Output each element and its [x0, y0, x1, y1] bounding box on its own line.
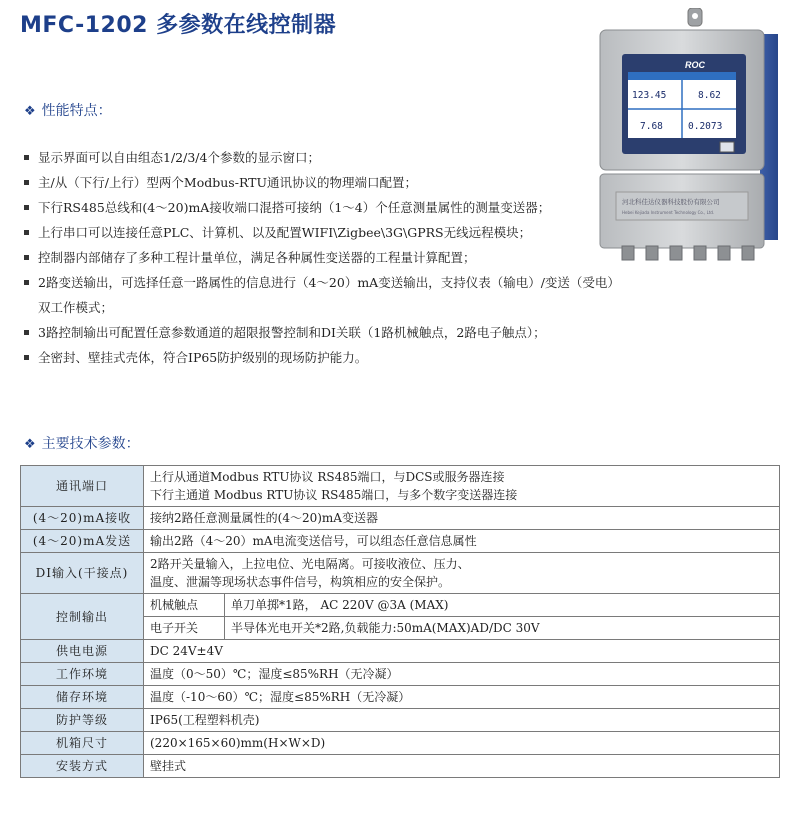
screen-value-4: 0.2073 — [688, 121, 723, 132]
device-key-button — [720, 142, 734, 152]
spec-value: 半导体光电开关*2路,负载能力:50mA(MAX)AD/DC 30V — [225, 617, 780, 640]
nameplate-line1: 河北科佳达仪器科技股份有限公司 — [622, 198, 720, 206]
feature-item: 2路变送输出，可选择任意一路属性的信息进行（4～20）mA变送输出，支持仪表（输电）/变送（受电）双工作模式； — [22, 270, 622, 320]
feature-item: 下行RS485总线和(4～20)mA接收端口混搭可接纳（1～4）个任意测量属性的测量变送器； — [22, 195, 622, 220]
table-row — [21, 553, 780, 594]
spec-label: 防护等级 — [21, 709, 144, 732]
spec-value: 上行从通道Modbus RTU协议 RS485端口，与DCS或服务器连接 下行主通道 Modbus RTU协议 RS485端口，与多个数字变送器连接 — [144, 466, 780, 507]
screen-value-1: 123.45 — [632, 90, 667, 101]
page-title: MFC-1202 多参数在线控制器 — [20, 13, 337, 38]
features-heading: ❖ 性能特点： — [24, 103, 112, 119]
spec-sublabel: 机械触点 — [144, 594, 225, 617]
spec-label: DI输入(干接点) — [21, 553, 144, 594]
spec-label: (4～20)mA发送 — [21, 530, 144, 553]
spec-value: 温度（0～50）℃；湿度≤85%RH（无冷凝） — [144, 663, 780, 686]
nameplate-line2: Hebei Kejiada Instrument Technology Co., Ltd. — [622, 210, 715, 215]
table-row — [21, 594, 780, 617]
table-row — [21, 507, 780, 530]
feature-item: 全密封、壁挂式壳体，符合IP65防护级别的现场防护能力。 — [22, 345, 622, 370]
spec-label: 控制输出 — [21, 594, 144, 640]
table-row — [21, 466, 780, 507]
spec-label: 工作环境 — [21, 663, 144, 686]
spec-value: 输出2路（4～20）mA电流变送信号，可以组态任意信息属性 — [144, 530, 780, 553]
table-row — [21, 686, 780, 709]
screen-value-3: 7.68 — [640, 121, 663, 132]
spec-value: 2路开关量输入，上拉电位、光电隔离。可接收液位、压力、 温度、泄漏等现场状态事件信号，构筑相应的安全保护。 — [144, 553, 780, 594]
feature-item: 主/从（下行/上行）型两个Modbus-RTU通讯协议的物理端口配置； — [22, 170, 622, 195]
spec-label: 供电电源 — [21, 640, 144, 663]
spec-label: 储存环境 — [21, 686, 144, 709]
spec-label: (4～20)mA接收 — [21, 507, 144, 530]
spec-label: 通讯端口 — [21, 466, 144, 507]
table-row — [21, 640, 780, 663]
spec-label: 安装方式 — [21, 755, 144, 778]
spec-sublabel: 电子开关 — [144, 617, 225, 640]
table-row — [21, 709, 780, 732]
feature-item: 显示界面可以自由组态1/2/3/4个参数的显示窗口； — [22, 145, 622, 170]
feature-item: 控制器内部储存了多种工程计量单位，满足各种属性变送器的工程量计算配置； — [22, 245, 622, 270]
table-row — [21, 663, 780, 686]
spec-table — [20, 465, 780, 778]
feature-item: 上行串口可以连接任意PLC、计算机、以及配置WIFI\Zigbee\3G\GPRS无线远程模块； — [22, 220, 622, 245]
spec-value: 接纳2路任意测量属性的(4～20)mA变送器 — [144, 507, 780, 530]
feature-item: 3路控制输出可配置任意参数通道的超限报警控制和DI关联（1路机械触点，2路电子触点）； — [22, 320, 622, 345]
specs-heading: ❖ 主要技术参数： — [24, 436, 140, 452]
spec-value: 壁挂式 — [144, 755, 780, 778]
table-row — [21, 732, 780, 755]
diamond-bullet-icon: ❖ — [24, 104, 36, 119]
spec-value: (220×165×60)mm(H×W×D) — [144, 732, 780, 755]
spec-value: 温度（-10～60）℃；湿度≤85%RH（无冷凝） — [144, 686, 780, 709]
features-list — [22, 145, 622, 370]
table-row — [21, 755, 780, 778]
spec-value: DC 24V±4V — [144, 640, 780, 663]
diamond-bullet-icon: ❖ — [24, 437, 36, 452]
screen-value-2: 8.62 — [698, 90, 721, 101]
table-row — [21, 530, 780, 553]
spec-value: 单刀单掷*1路， AC 220V @3A (MAX) — [225, 594, 780, 617]
spec-value: IP65(工程塑料机壳) — [144, 709, 780, 732]
brand-logo: ROC — [685, 60, 705, 70]
spec-label: 机箱尺寸 — [21, 732, 144, 755]
